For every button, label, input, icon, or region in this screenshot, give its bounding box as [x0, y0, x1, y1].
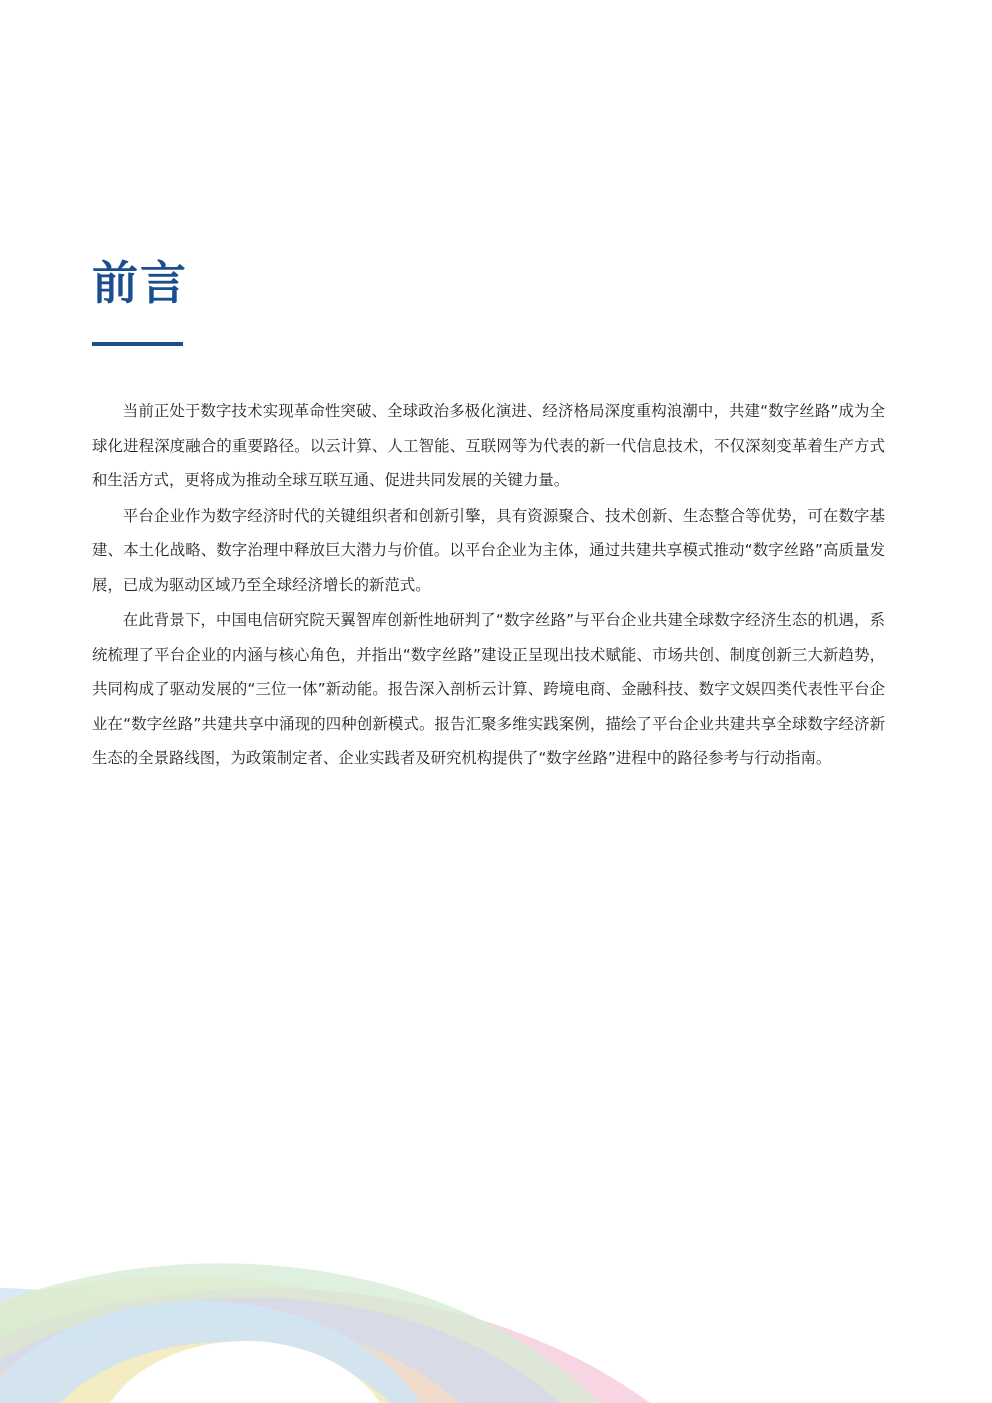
title-underline — [92, 342, 183, 346]
paragraph-3: 在此背景下，中国电信研究院天翼智库创新性地研判了“数字丝路”与平台企业共建全球数字经济生态的机遇，系统梳理了平台企业的内涵与核心角色，并指出“数字丝路”建设正呈现出技术赋能、市场共创、制度创新三大新趋势，共同构成了驱动发展的“三位一体”新动能。报告深入剖析云计算、跨境电商、金融科技、数字文娱四类代表性平台企业在“数字丝路”共建共享中涌现的四种创新模式。报告汇聚多维实践案例，描绘了平台企业共建共享全球数字经济新生态的全景路线图，为政策制定者、企业实践者及研究机构提供了“数字丝路”进程中的路径参考与行动指南。 — [92, 611, 885, 767]
page-title: 前言 — [92, 256, 188, 310]
preface-body — [92, 394, 885, 777]
paragraph-1: 当前正处于数字技术实现革命性突破、全球政治多极化演进、经济格局深度重构浪潮中，共建“数字丝路”成为全球化进程深度融合的重要路径。以云计算、人工智能、互联网等为代表的新一代信息技术，不仅深刻变革着生产方式和生活方式，更将成为推动全球互联互通、促进共同发展的关键力量。 — [92, 402, 885, 489]
decorative-arcs — [0, 960, 700, 1403]
paragraph-2: 平台企业作为数字经济时代的关键组织者和创新引擎，具有资源聚合、技术创新、生态整合等优势，可在数字基建、本土化战略、数字治理中释放巨大潜力与价值。以平台企业为主体，通过共建共享模式推动“数字丝路”高质量发展，已成为驱动区域乃至全球经济增长的新范式。 — [92, 506, 885, 594]
